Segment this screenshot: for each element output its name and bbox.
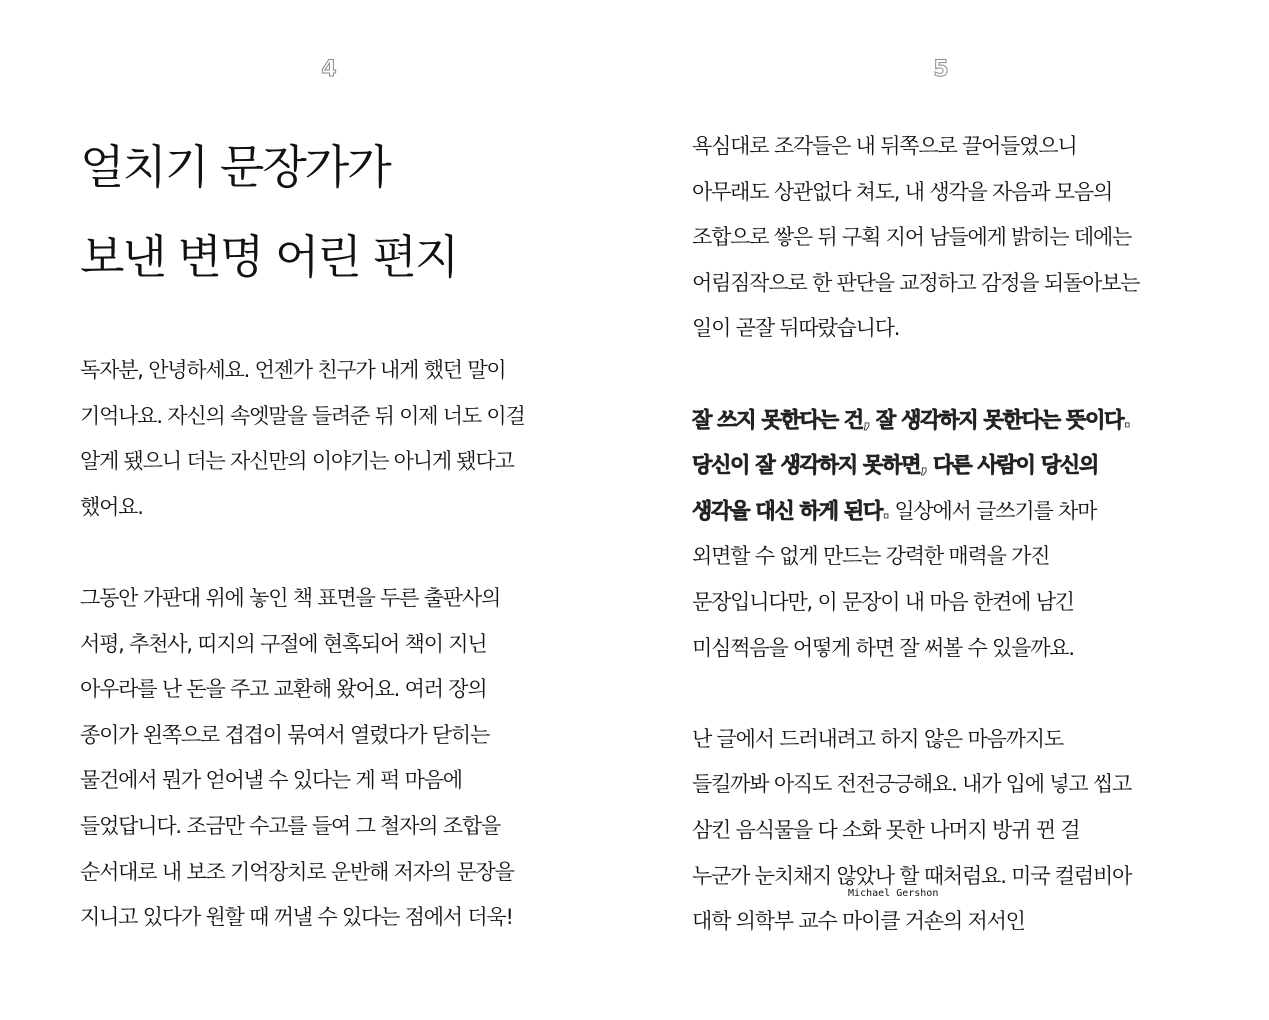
paragraph xyxy=(692,717,1252,945)
quote-text: 잘 쓰지 못한다는 건, 잘 생각하지 못한다는 뜻이다. xyxy=(692,407,1131,432)
ruby-annotation: Michael Gershon xyxy=(848,888,939,900)
paragraph xyxy=(80,576,620,941)
text-line: 삼킨 음식물을 다 소화 못한 나머지 방귀 뀐 걸 xyxy=(692,817,1080,842)
text-line: 조합으로 쌓은 뒤 구획 지어 남들에게 밝히는 데에는 xyxy=(692,225,1132,250)
paragraph xyxy=(692,398,1252,672)
text-line: 서평, 추천사, 띠지의 구절에 현혹되어 책이 지닌 xyxy=(80,631,487,656)
text-line: 아무래도 상관없다 쳐도, 내 생각을 자음과 모음의 xyxy=(692,179,1113,204)
ruby-group xyxy=(842,888,943,945)
quote-text: 생각을 대신 하게 된다. xyxy=(692,498,889,523)
text-line-with-ruby xyxy=(692,888,1252,945)
quote-line xyxy=(692,443,1252,489)
text-fragment: 의 저서인 xyxy=(942,909,1025,934)
quote-continuation: 일상에서 글쓰기를 차마 xyxy=(888,498,1097,523)
text-line: 미심쩍음을 어떻게 하면 잘 써볼 수 있을까요. xyxy=(692,635,1074,660)
page-number-left: 4 xyxy=(321,57,337,82)
quote-text: 당신이 잘 생각하지 못하면, 다른 사람이 당신의 xyxy=(692,453,1099,478)
text-line: 일이 곧잘 뒤따랐습니다. xyxy=(692,316,900,341)
paragraph xyxy=(692,124,1252,352)
left-page xyxy=(0,0,634,1020)
quote-line xyxy=(692,398,1252,444)
text-line: 어림짐작으로 한 판단을 교정하고 감정을 되돌아보는 xyxy=(692,270,1140,295)
chapter-title-line-2: 보낸 변명 어린 편지 xyxy=(80,230,458,284)
text-line: 지니고 있다가 원할 때 꺼낼 수 있다는 점에서 더욱! xyxy=(80,905,513,930)
chapter-title xyxy=(80,122,620,302)
text-line: 들킬까봐 아직도 전전긍긍해요. 내가 입에 넣고 씹고 xyxy=(692,772,1132,797)
chapter-title-line-1: 얼치기 문장가가 xyxy=(80,140,390,194)
quote-line xyxy=(692,489,1252,535)
text-line: 욕심대로 조각들은 내 뒤쪽으로 끌어들였으니 xyxy=(692,134,1077,158)
text-line: 아우라를 난 돈을 주고 교환해 왔어요. 여러 장의 xyxy=(80,677,487,702)
paragraph-gap xyxy=(692,671,1252,717)
text-line: 들었답니다. 조금만 수고를 들여 그 철자의 조합을 xyxy=(80,813,501,838)
text-line: 물건에서 뭔가 얻어낼 수 있다는 게 퍽 마음에 xyxy=(80,768,462,793)
paragraph xyxy=(80,348,620,530)
text-line: 알게 됐으니 더는 자신만의 이야기는 아니게 됐다고 xyxy=(80,449,514,474)
text-line: 기억나요. 자신의 속엣말을 들려준 뒤 이제 너도 이걸 xyxy=(80,403,525,428)
text-line: 난 글에서 드러내려고 하지 않은 마음까지도 xyxy=(692,726,1063,751)
text-line: 문장입니다만, 이 문장이 내 마음 한켠에 남긴 xyxy=(692,589,1074,614)
text-fragment: 대학 의학부 교수 xyxy=(692,909,843,934)
text-line: 종이가 왼쪽으로 겹겹이 묶여서 열렸다가 닫히는 xyxy=(80,722,490,747)
right-body-text xyxy=(692,124,1252,945)
left-body-text xyxy=(80,348,620,941)
ruby-base: 마이클 거숀 xyxy=(842,909,943,934)
text-line: 독자분, 안녕하세요. 언젠가 친구가 내게 했던 말이 xyxy=(80,358,506,382)
page-number-right: 5 xyxy=(933,57,949,82)
text-line: 외면할 수 없게 만드는 강력한 매력을 가진 xyxy=(692,544,1050,569)
right-page xyxy=(634,0,1269,1020)
text-line: 그동안 가판대 위에 놓인 책 표면을 두른 출판사의 xyxy=(80,585,501,610)
paragraph-gap xyxy=(692,352,1252,398)
text-line: 누군가 눈치채지 않았나 할 때처럼요. 미국 컬럼비아 xyxy=(692,863,1132,888)
paragraph-gap xyxy=(80,530,620,576)
text-line: 순서대로 내 보조 기억장치로 운반해 저자의 문장을 xyxy=(80,859,514,884)
text-line: 했어요. xyxy=(80,494,143,519)
